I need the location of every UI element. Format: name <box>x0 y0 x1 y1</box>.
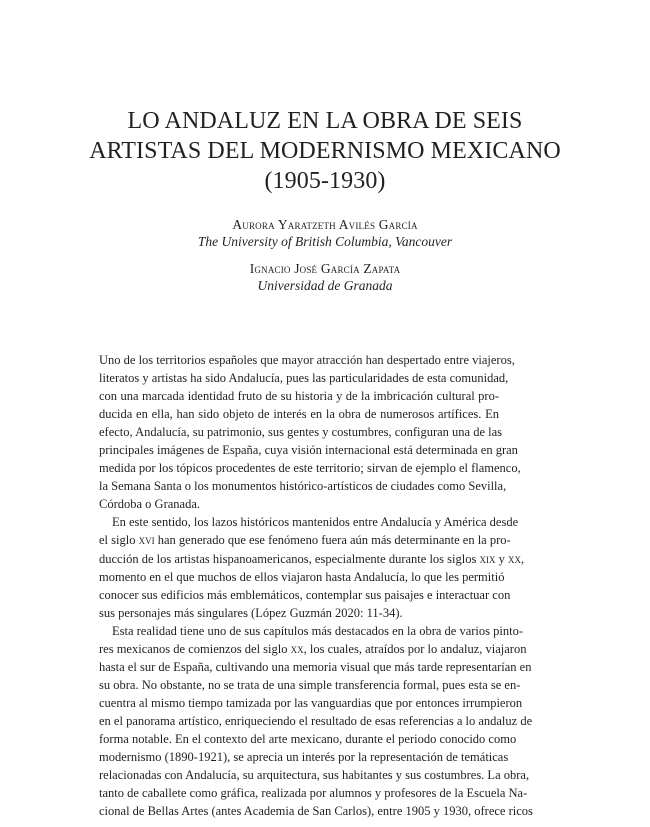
body-line: Uno de los territorios españoles que mayor atracción han despertado entre viajeros, <box>99 353 515 367</box>
body-text <box>99 351 533 820</box>
body-line: efecto, Andalucía, su patrimonio, sus gentes y costumbres, configuran una de las <box>99 425 503 440</box>
title-line: ARTISTAS DEL MODERNISMO MEXICANO <box>89 138 561 164</box>
body-line: En este sentido, los lazos históricos mantenidos entre Andalucía y América desde <box>112 515 519 530</box>
author-block <box>60 216 590 250</box>
body-line: la Semana Santa o los monumentos histórico-artísticos de ciudades como Sevilla, <box>99 479 507 494</box>
body-line: tanto de caballete como gráfica, realizada por alumnos y profesores de la Escuela Na- <box>99 786 528 801</box>
body-line: cional de Bellas Artes (antes Academia de San Carlos), entre 1905 y 1930, ofrece ricos <box>99 804 533 819</box>
body-line: Esta realidad tiene uno de sus capítulos más destacados en la obra de varios pinto- <box>112 623 523 638</box>
body-line: ducida en ella, han sido objeto de interés en la obra de numerosos artífices. En <box>99 407 499 422</box>
body-line: modernismo (1890-1921), se aprecia un interés por la representación de temáticas <box>99 750 509 765</box>
author-name: Aurora Yaratzeth Avilés García <box>232 217 418 232</box>
body-line: conocer sus edificios más emblemáticos, contemplar sus paisajes e interactuar con <box>99 587 511 602</box>
body-line: con una marcada identidad fruto de su historia y de la imbricación cultural pro- <box>99 389 499 404</box>
author-affiliation: The University of British Columbia, Vancouver <box>197 234 453 249</box>
body-line: principales imágenes de España, cuya visión internacional está determinada en gran <box>99 443 518 458</box>
body-line: momento en el que muchos de ellos viajaron hasta Andalucía, lo que les permitió <box>99 569 505 584</box>
body-line: forma notable. En el contexto del arte mexicano, durante el periodo conocido como <box>99 731 517 746</box>
body-line: Córdoba o Granada. <box>99 497 201 512</box>
article-title <box>60 106 590 196</box>
author-name: Ignacio José García Zapata <box>249 261 401 276</box>
body-line: en el panorama artístico, enriqueciendo el resultado de esas referencias a lo andaluz de <box>99 713 533 728</box>
body-line: res mexicanos de comienzos del siglo xx, los cuales, atraídos por lo andaluz, viajaron <box>99 641 527 656</box>
body-line: relacionadas con Andalucía, su arquitectura, sus habitantes y sus costumbres. La obra, <box>99 768 530 783</box>
body-line: medida por los tópicos procedentes de este territorio; sirvan de ejemplo el flamenco, <box>99 461 521 476</box>
title-line: LO ANDALUZ EN LA OBRA DE SEIS <box>127 108 523 134</box>
body-line: literatos y artistas ha sido Andalucía, pues las particularidades de esta comunidad, <box>99 371 509 386</box>
body-line: su obra. No obstante, no se trata de una simple transferencia formal, pues esta se en- <box>99 677 521 692</box>
body-line: hasta el sur de España, cultivando una memoria visual que más tarde representarían en <box>99 659 532 674</box>
body-line: cuentra al mismo tiempo tamizada por las vanguardias que por entonces irrumpieron <box>99 695 523 710</box>
author-block <box>60 260 590 294</box>
body-line: sus personajes más singulares (López Guzmán 2020: 11-34). <box>99 605 403 620</box>
body-line: ducción de los artistas hispanoamericanos, especialmente durante los siglos xix y xx, <box>99 551 525 566</box>
body-line: el siglo xvi han generado que ese fenómeno fuera aún más determinante en la pro- <box>99 533 511 548</box>
title-line: (1905-1930) <box>264 168 386 194</box>
author-affiliation: Universidad de Granada <box>257 278 393 293</box>
